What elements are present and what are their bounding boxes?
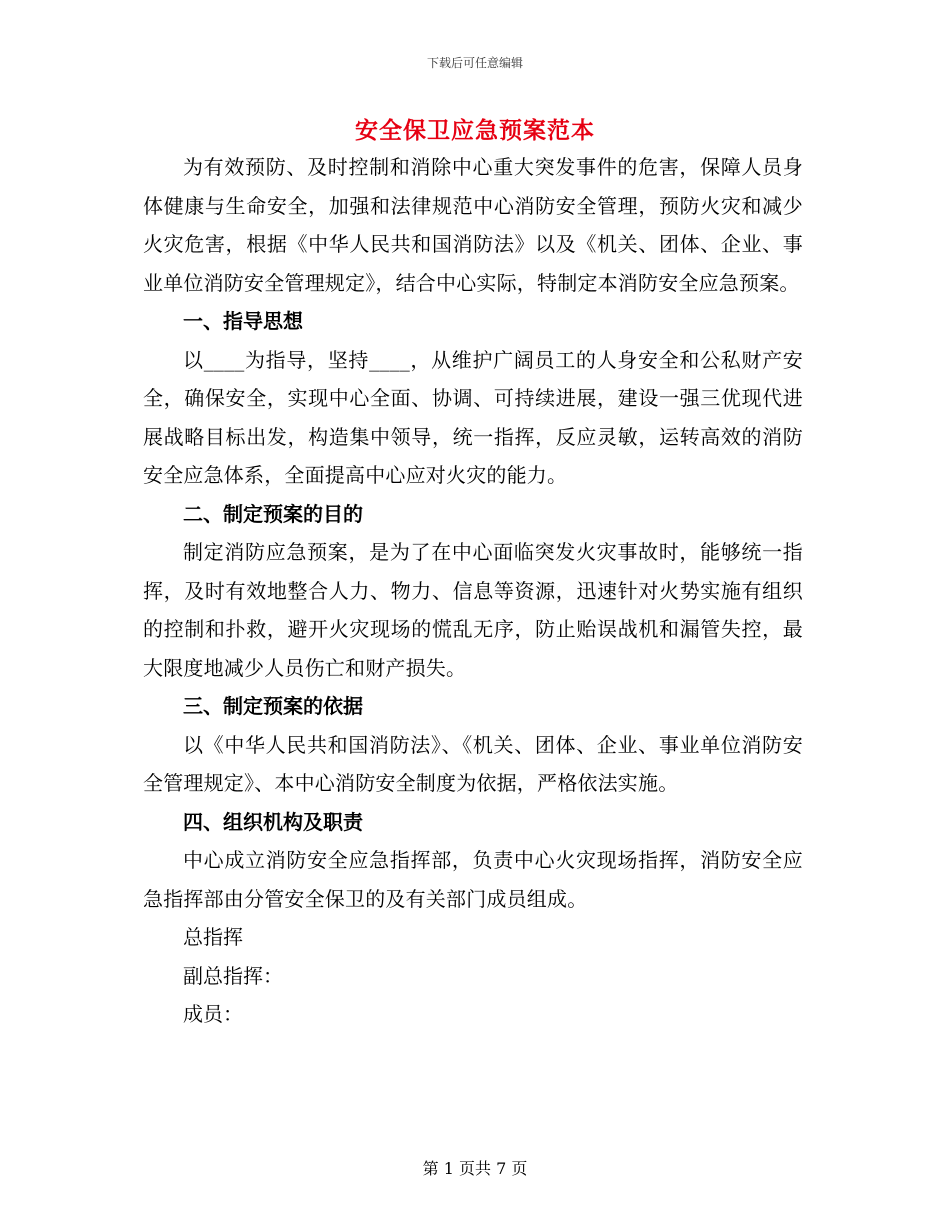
document-body [143, 148, 803, 1034]
section-heading-2: 二、制定预案的目的 [183, 501, 363, 526]
document-title: 安全保卫应急预案范本 [355, 117, 595, 144]
section-heading-4: 四、组织机构及职责 [183, 809, 363, 834]
section-heading-3: 三、制定预案的依据 [183, 694, 363, 718]
section-body-2: 制定消防应急预案，是为了在中心面临突发火灾事故时，能够统一指挥，及时有效地整合人力、物力、信息等资源，迅速针对火势实施有组织的控制和扑救，避开火灾现场的慌乱无序，防止贻误战机和漏管失控，最大限度地减少人员伤亡和财产损失。 [143, 540, 803, 680]
role-general-commander: 总指挥 [183, 925, 243, 949]
section-heading-1: 一、指导思想 [183, 309, 303, 333]
page-number: 第 1 页共 7 页 [422, 1159, 528, 1178]
role-deputy-commander: 副总指挥： [183, 963, 283, 988]
intro-paragraph: 为有效预防、及时控制和消除中心重大突发事件的危害，保障人员身体健康与生命安全，加强和法律规范中心消防安全管理，预防火灾和减少火灾危害，根据《中华人民共和国消防法》以及《机关、团体、企业、事业单位消防安全管理规定》，结合中心实际，特制定本消防安全应急预案。 [143, 155, 803, 295]
section-body-1: 以____为指导，坚持____，从维护广阔员工的人身安全和公私财产安全，确保安全，实现中心全面、协调、可持续进展，建设一强三优现代进展战略目标出发，构造集中领导，统一指挥，反应灵敏，运转高效的消防安全应急体系，全面提高中心应对火灾的能力。 [143, 347, 803, 487]
section-body-3: 以《中华人民共和国消防法》、《机关、团体、企业、事业单位消防安全管理规定》、本中心消防安全制度为依据，严格依法实施。 [143, 732, 803, 795]
page-header-note: 下载后可任意编辑 [426, 56, 523, 70]
role-members: 成员： [183, 1002, 243, 1026]
section-body-4: 中心成立消防安全应急指挥部，负责中心火灾现场指挥，消防安全应急指挥部由分管安全保卫的及有关部门成员组成。 [143, 848, 803, 911]
